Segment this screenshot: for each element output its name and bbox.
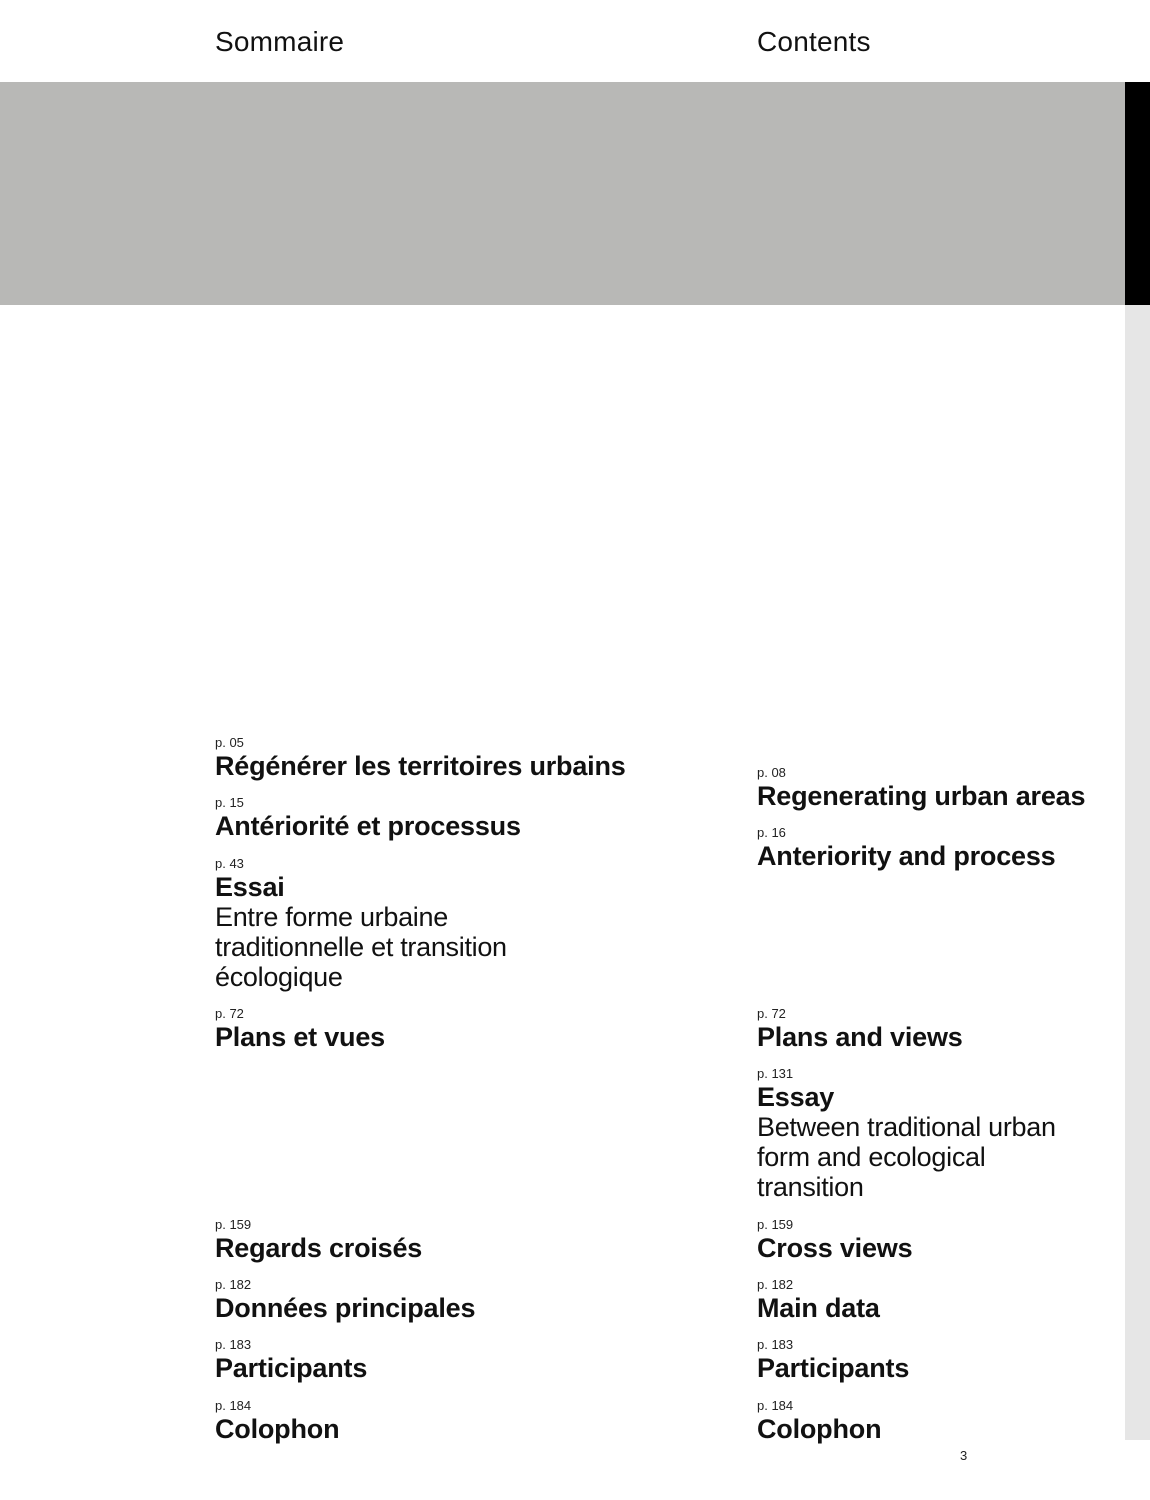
page-ref: p. 15 bbox=[215, 795, 244, 810]
entry-title: Main data bbox=[757, 1293, 880, 1323]
entry-title: Regenerating urban areas bbox=[757, 781, 1086, 811]
page-ref: p. 182 bbox=[215, 1277, 252, 1292]
entry-title: Données principales bbox=[215, 1293, 476, 1323]
page-ref: p. 16 bbox=[757, 825, 786, 840]
toc-entry-fr-participants[interactable] bbox=[215, 1337, 735, 1383]
toc-entry-en-anteriority[interactable] bbox=[757, 825, 1127, 871]
toc-entry-en-essay[interactable] bbox=[757, 1066, 1127, 1202]
toc-entry-fr-regards[interactable] bbox=[215, 1217, 735, 1263]
page-ref: p. 05 bbox=[215, 735, 244, 750]
entry-subtitle-line: form and ecological bbox=[757, 1142, 986, 1172]
entry-title: Plans et vues bbox=[215, 1022, 385, 1052]
toc-entry-fr-essai[interactable] bbox=[215, 856, 735, 992]
page-ref: p. 131 bbox=[757, 1066, 794, 1081]
toc-entry-en-regenerating[interactable] bbox=[757, 765, 1127, 811]
entry-subtitle-line: traditionnelle et transition bbox=[215, 932, 507, 962]
entry-subtitle-line: Entre forme urbaine bbox=[215, 902, 448, 932]
side-tab-light bbox=[1125, 305, 1150, 1440]
toc-entry-fr-regenerer[interactable] bbox=[215, 735, 735, 781]
entry-title: Colophon bbox=[215, 1414, 340, 1444]
toc-entry-en-participants[interactable] bbox=[757, 1337, 1127, 1383]
toc-entry-fr-colophon[interactable] bbox=[215, 1398, 735, 1444]
toc-entry-en-cross-views[interactable] bbox=[757, 1217, 1127, 1263]
page-ref: p. 184 bbox=[215, 1398, 252, 1413]
entry-title: Essay bbox=[757, 1082, 835, 1112]
page-ref: p. 08 bbox=[757, 765, 786, 780]
toc-entry-fr-plans[interactable] bbox=[215, 1006, 735, 1052]
entry-title: Anteriority and process bbox=[757, 841, 1056, 871]
toc-entry-en-colophon[interactable] bbox=[757, 1398, 1127, 1444]
entry-title: Regards croisés bbox=[215, 1233, 423, 1263]
entry-title: Plans and views bbox=[757, 1022, 963, 1052]
entry-subtitle-line: Between traditional urban bbox=[757, 1112, 1056, 1142]
entry-title: Essai bbox=[215, 872, 285, 902]
page-number: 3 bbox=[960, 1448, 968, 1463]
entry-title: Participants bbox=[215, 1353, 368, 1383]
entry-title: Cross views bbox=[757, 1233, 913, 1263]
gray-image-band bbox=[0, 82, 1125, 305]
toc-entry-en-plans[interactable] bbox=[757, 1006, 1127, 1052]
page-ref: p. 72 bbox=[215, 1006, 244, 1021]
side-tab-black bbox=[1125, 82, 1150, 305]
page-ref: p. 159 bbox=[215, 1217, 252, 1232]
toc-entry-en-main-data[interactable] bbox=[757, 1277, 1127, 1323]
page-title-fr: Sommaire bbox=[215, 26, 345, 57]
entry-title: Participants bbox=[757, 1353, 910, 1383]
page-ref: p. 159 bbox=[757, 1217, 794, 1232]
page-ref: p. 182 bbox=[757, 1277, 794, 1292]
entry-title: Régénérer les territoires urbains bbox=[215, 751, 626, 781]
entry-title: Antériorité et processus bbox=[215, 811, 521, 841]
page-title-en: Contents bbox=[757, 26, 871, 57]
toc-entry-fr-donnees[interactable] bbox=[215, 1277, 735, 1323]
toc-entry-fr-anteriorite[interactable] bbox=[215, 795, 735, 841]
entry-subtitle-line: transition bbox=[757, 1172, 864, 1202]
page-ref: p. 183 bbox=[215, 1337, 252, 1352]
page-ref: p. 43 bbox=[215, 856, 244, 871]
entry-subtitle-line: écologique bbox=[215, 962, 343, 992]
page-ref: p. 184 bbox=[757, 1398, 794, 1413]
page-ref: p. 72 bbox=[757, 1006, 786, 1021]
entry-title: Colophon bbox=[757, 1414, 882, 1444]
page-ref: p. 183 bbox=[757, 1337, 794, 1352]
